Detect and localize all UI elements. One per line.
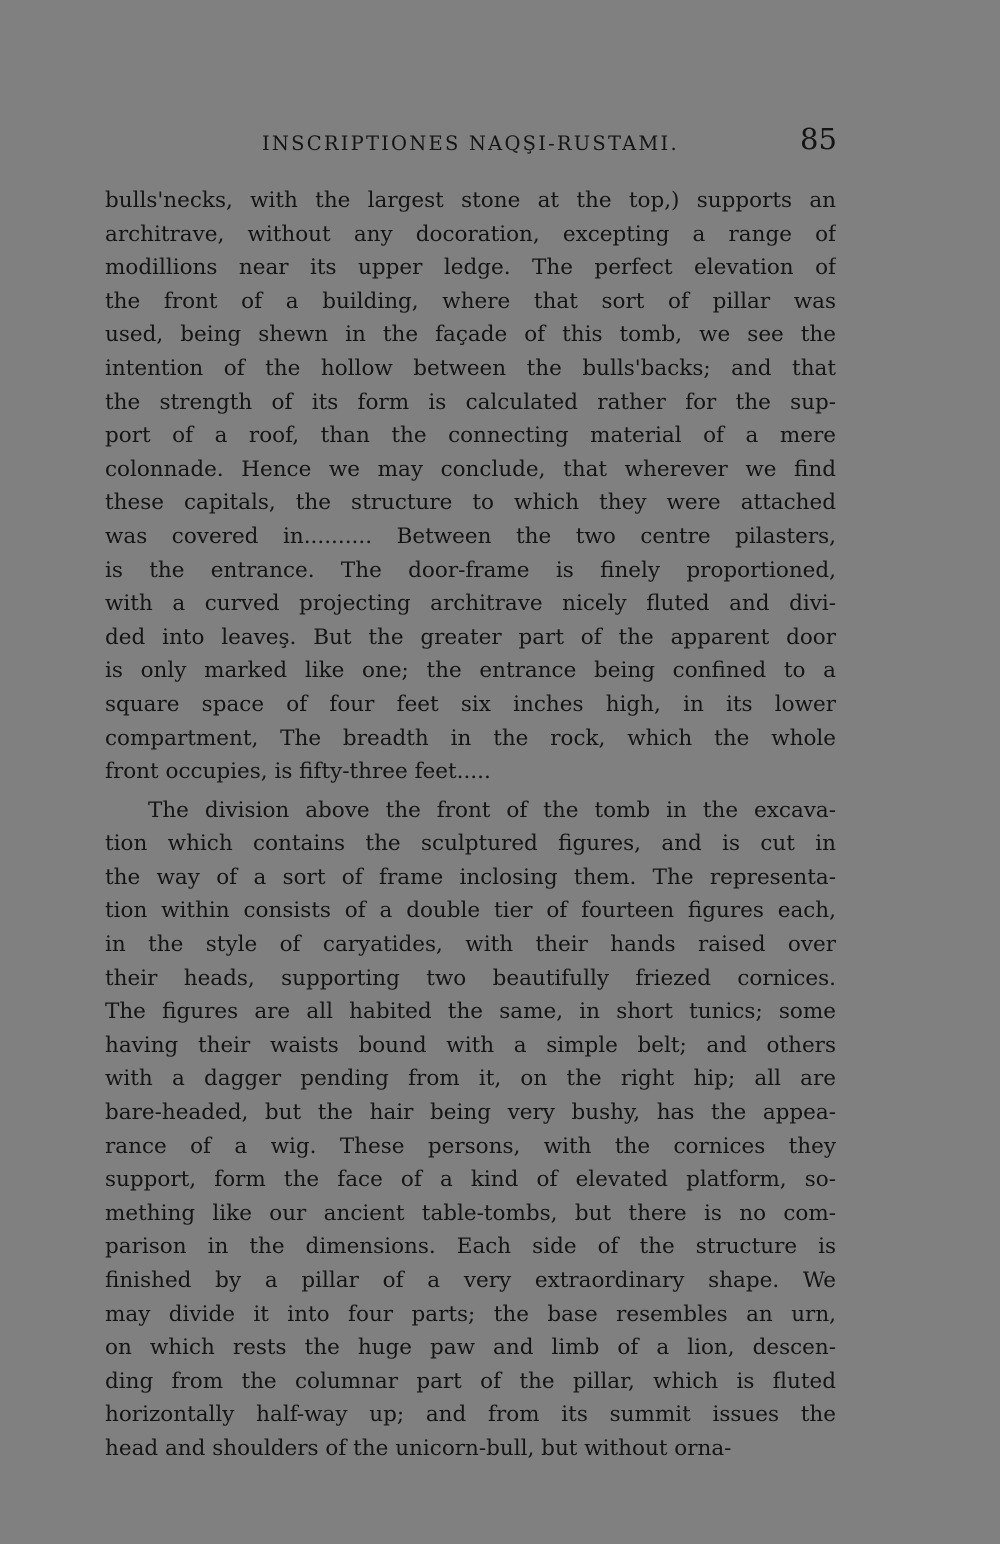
text-line: was covered in.......... Between the two centre pilasters, xyxy=(105,523,836,549)
text-line: compartment, The breadth in the rock, which the whole xyxy=(105,725,836,751)
text-line: head and shoulders of the unicorn-bull, but without orna- xyxy=(105,1435,732,1461)
text-line: port of a roof, than the connecting material of a mere xyxy=(105,423,836,449)
text-line: rance of a wig. These persons, with the cornices they xyxy=(105,1133,836,1159)
text-line: ded into leaveş. But the greater part of the apparent door xyxy=(105,624,836,650)
text-line: front occupies, is fifty-three feet..... xyxy=(105,759,491,785)
text-line: The division above the front of the tomb in the excava- xyxy=(148,797,836,823)
text-line: horizontally half-way up; and from its summit issues the xyxy=(105,1402,836,1428)
text-line: architrave, without any docoration, excepting a range of xyxy=(105,221,836,247)
text-line: modillions near its upper ledge. The perfect elevation of xyxy=(105,255,836,281)
text-line: tion which contains the sculptured figures, and is cut in xyxy=(105,831,836,857)
text-line: is the entrance. The door-frame is finely proportioned, xyxy=(105,557,836,583)
text-line: their heads, supporting two beautifully friezed cornices. xyxy=(105,965,836,991)
text-line: bare-headed, but the hair being very bushy, has the appea- xyxy=(105,1100,836,1126)
text-line: mething like our ancient table-tombs, but there is no com- xyxy=(105,1200,836,1226)
text-line: is only marked like one; the entrance being confined to a xyxy=(105,658,836,684)
text-line: the front of a building, where that sort of pillar was xyxy=(105,288,836,314)
text-line: intention of the hollow between the bulls'backs; and that xyxy=(105,355,836,381)
text-line: parison in the dimensions. Each side of the structure is xyxy=(105,1234,836,1260)
text-line: may divide it into four parts; the base resembles an urn, xyxy=(105,1301,836,1327)
page-number: 85 xyxy=(800,122,837,156)
text-line: having their waists bound with a simple belt; and others xyxy=(105,1032,836,1058)
paragraph xyxy=(105,184,836,789)
text-line: ding from the columnar part of the pillar, which is fluted xyxy=(105,1368,836,1394)
text-line: in the style of caryatides, with their hands raised over xyxy=(105,932,836,958)
text-line: bulls'necks, with the largest stone at the top,) supports an xyxy=(105,188,836,213)
text-line: colonnade. Hence we may conclude, that wherever we find xyxy=(105,456,836,482)
text-line: the way of a sort of frame inclosing them. The representa- xyxy=(105,864,836,890)
text-line: square space of four feet six inches high, in its lower xyxy=(105,691,836,717)
text-line: with a curved projecting architrave nicely fluted and divi- xyxy=(105,591,836,617)
running-title: INSCRIPTIONES NAQŞI-RUSTAMI. xyxy=(262,132,679,155)
text-line: The figures are all habited the same, in short tunics; some xyxy=(105,999,836,1025)
text-line: with a dagger pending from it, on the right hip; all are xyxy=(105,1066,836,1092)
text-line: the strength of its form is calculated rather for the sup- xyxy=(105,389,836,415)
page-header xyxy=(0,122,1000,166)
text-line: used, being shewn in the façade of this tomb, we see the xyxy=(105,322,836,348)
body-text xyxy=(105,184,836,1466)
text-line: support, form the face of a kind of elevated platform, so- xyxy=(105,1167,836,1193)
text-line: these capitals, the structure to which they were attached xyxy=(105,490,836,516)
text-line: on which rests the huge paw and limb of a lion, descen- xyxy=(105,1335,836,1361)
paragraph xyxy=(105,794,836,1466)
text-line: finished by a pillar of a very extraordinary shape. We xyxy=(105,1268,836,1293)
text-line: tion within consists of a double tier of fourteen figures each, xyxy=(105,898,836,924)
